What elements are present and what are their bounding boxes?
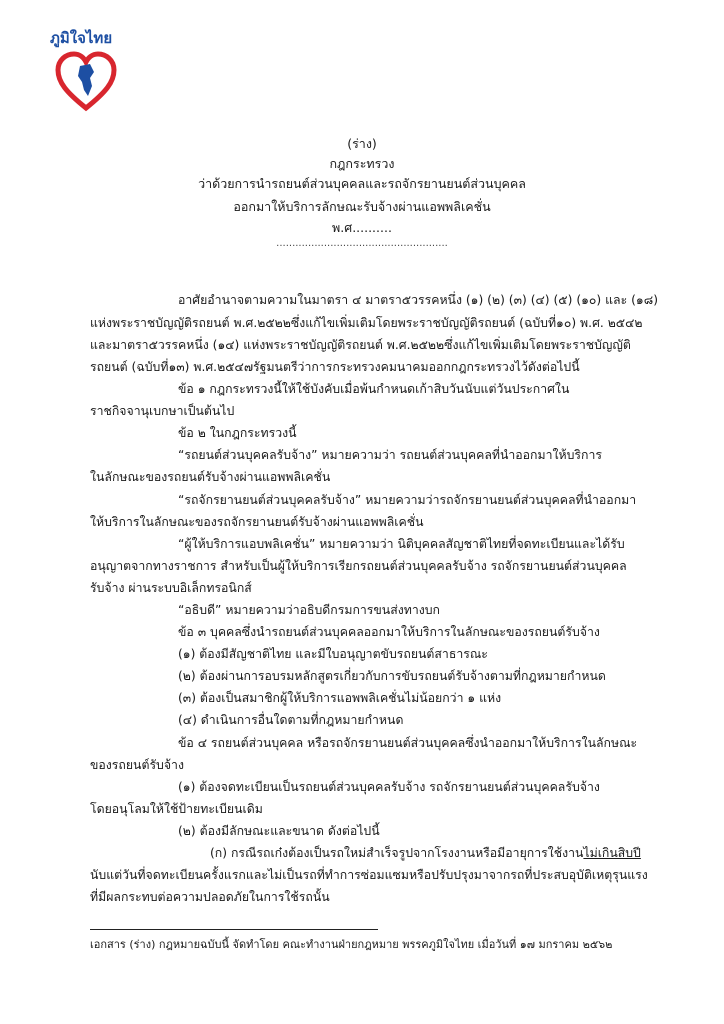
party-logo bbox=[50, 18, 130, 118]
definition-3-line-1: “ผู้ให้บริการแอบพลิเคชั่น” หมายความว่า นิติบุคคลสัญชาติไทยที่จดทะเบียนและได้รับ bbox=[178, 537, 625, 551]
clause-4-item-1-line-1: (๑) ต้องจดทะเบียนเป็นรถยนต์ส่วนบุคคลรับจ้าง รถจักรยานยนต์ส่วนบุคคลรับจ้าง bbox=[178, 780, 600, 794]
clause-4-line-2: ของรถยนต์รับจ้าง bbox=[90, 758, 184, 772]
clause-2: ข้อ ๒ ในกฎกระทรวงนี้ bbox=[178, 426, 297, 440]
clause-3-item-2: (๒) ต้องผ่านการอบรมหลักสูตรเกี่ยวกับการขับรถยนต์รับจ้างตามที่กฎหมายกำหนด bbox=[178, 669, 606, 683]
definition-2-line-1: “รถจักรยานยนต์ส่วนบุคคลรับจ้าง” หมายความว่ารถจักรยานยนต์ส่วนบุคคลที่นำออกมา bbox=[178, 493, 637, 507]
footnote: เอกสาร (ร่าง) กฎหมายฉบับนี้ จัดทำโดย คณะทำงานฝ่ายกฎหมาย พรรคภูมิใจไทย เมื่อวันที่ ๑๗ มกราคม ๒๕๖๒ bbox=[90, 938, 613, 951]
clause-4-item-2a-line-2: นับแต่วันที่จดทะเบียนครั้งแรกและไม่เป็นรถที่ทำการซ่อมแซมหรือปรับปรุงมาจากรถที่ประสบอุบัติเหตุรุนแรง bbox=[90, 868, 648, 882]
clause-4-item-2a-text: (ก) กรณีรถเก๋งต้องเป็นรถใหม่สำเร็จรูปจากโรงงานหรือมีอายุการใช้งาน bbox=[210, 846, 584, 860]
clause-4-item-2: (๒) ต้องมีลักษณะและขนาด ดังต่อไปนี้ bbox=[178, 824, 380, 838]
dotted-separator: ...................................................... bbox=[276, 238, 448, 249]
definition-4: “อธิบดี” หมายความว่าอธิบดีกรมการขนส่งทางบก bbox=[178, 603, 440, 617]
subject-line-2: ออกมาให้บริการลักษณะรับจ้างผ่านแอพพลิเคชั่น bbox=[233, 199, 491, 214]
definition-3-line-2: อนุญาตจากทางราชการ สำหรับเป็นผู้ให้บริการเรียกรถยนต์ส่วนบุคคลรับจ้าง รถจักรยานยนต์ส่วนบุคคล bbox=[90, 559, 627, 573]
clause-3-item-3: (๓) ต้องเป็นสมาชิกผู้ให้บริการแอพพลิเคชั่นไม่น้อยกว่า ๑ แห่ง bbox=[178, 691, 502, 705]
subject-line-1: ว่าด้วยการนำรถยนต์ส่วนบุคคลและรถจักรยานยนต์ส่วนบุคคล bbox=[198, 176, 526, 191]
preamble-line-4: รถยนต์ (ฉบับที่๑๓) พ.ศ.๒๕๔๗รัฐมนตรีว่าการกระทรวงคมนาคมออกกฎกระทรวงไว้ดังต่อไปนี้ bbox=[90, 360, 580, 374]
clause-3-item-4: (๔) ดำเนินการอื่นใดตามที่กฎหมายกำหนด bbox=[178, 713, 404, 727]
clause-4-item-2a-line-3: ที่มีผลกระทบต่อความปลอดภัยในการใช้รถนั้น bbox=[90, 890, 330, 904]
clause-1-line-2: ราชกิจจานุเบกษาเป็นต้นไป bbox=[90, 404, 235, 418]
clause-1-line-1: ข้อ ๑ กฎกระทรวงนี้ให้ใช้บังคับเมื่อพ้นกำหนดเก้าสิบวันนับแต่วันประกาศใน bbox=[178, 382, 570, 396]
definition-1-line-1: “รถยนต์ส่วนบุคคลรับจ้าง” หมายความว่า รถยนต์ส่วนบุคคลที่นำออกมาให้บริการ bbox=[178, 448, 602, 462]
year-line: พ.ศ.......... bbox=[332, 220, 392, 235]
underlined-term: ไม่เกินสิบปี bbox=[583, 846, 641, 860]
clause-4-item-1-line-2: โดยอนุโลมให้ใช้ป้ายทะเบียนเดิม bbox=[90, 802, 263, 816]
clause-4-line-1: ข้อ ๔ รถยนต์ส่วนบุคคล หรือรถจักรยานยนต์ส่วนบุคคลซึ่งนำออกมาให้บริการในลักษณะ bbox=[178, 736, 638, 750]
heart-map-icon bbox=[54, 50, 118, 114]
document-type: กฎกระทรวง bbox=[329, 156, 395, 171]
preamble-line-3: และมาตรา๕วรรคหนึ่ง (๑๔) แห่งพระราชบัญญัติรถยนต์ พ.ศ.๒๕๒๒ซึ่งแก้ไขเพิ่มเติมโดยพระราชบัญญัติ bbox=[90, 338, 631, 352]
clause-3-item-1: (๑) ต้องมีสัญชาติไทย และมีใบอนุญาตขับรถยนต์สาธารณะ bbox=[178, 647, 488, 661]
definition-1-line-2: ในลักษณะของรถยนต์รับจ้างผ่านแอพพลิเคชั่น bbox=[90, 470, 331, 484]
logo-text: ภูมิใจไทย bbox=[50, 29, 113, 47]
footnote-divider bbox=[90, 929, 378, 930]
definition-3-line-3: รับจ้าง ผ่านระบบอิเล็กทรอนิกส์ bbox=[90, 581, 252, 595]
preamble-line-2: แห่งพระราชบัญญัติรถยนต์ พ.ศ.๒๕๒๒ซึ่งแก้ไขเพิ่มเติมโดยพระราชบัญญัติรถยนต์ (ฉบับที่๑๐) พ.ศ. ๒๕๔๒ bbox=[90, 316, 643, 330]
preamble-line-1: อาศัยอำนาจตามความในมาตรา ๔ มาตรา๕วรรคหนึ่ง (๑) (๒) (๓) (๔) (๕) (๑๐) และ (๑๘) bbox=[178, 293, 658, 307]
clause-3: ข้อ ๓ บุคคลซึ่งนำรถยนต์ส่วนบุคคลออกมาให้บริการในลักษณะของรถยนต์รับจ้าง bbox=[178, 625, 600, 639]
clause-4-item-2a-line-1 bbox=[210, 845, 641, 861]
draft-label: (ร่าง) bbox=[347, 136, 377, 151]
definition-2-line-2: ให้บริการในลักษณะของรถจักรยานยนต์รับจ้างผ่านแอพพลิเคชั่น bbox=[90, 515, 424, 529]
